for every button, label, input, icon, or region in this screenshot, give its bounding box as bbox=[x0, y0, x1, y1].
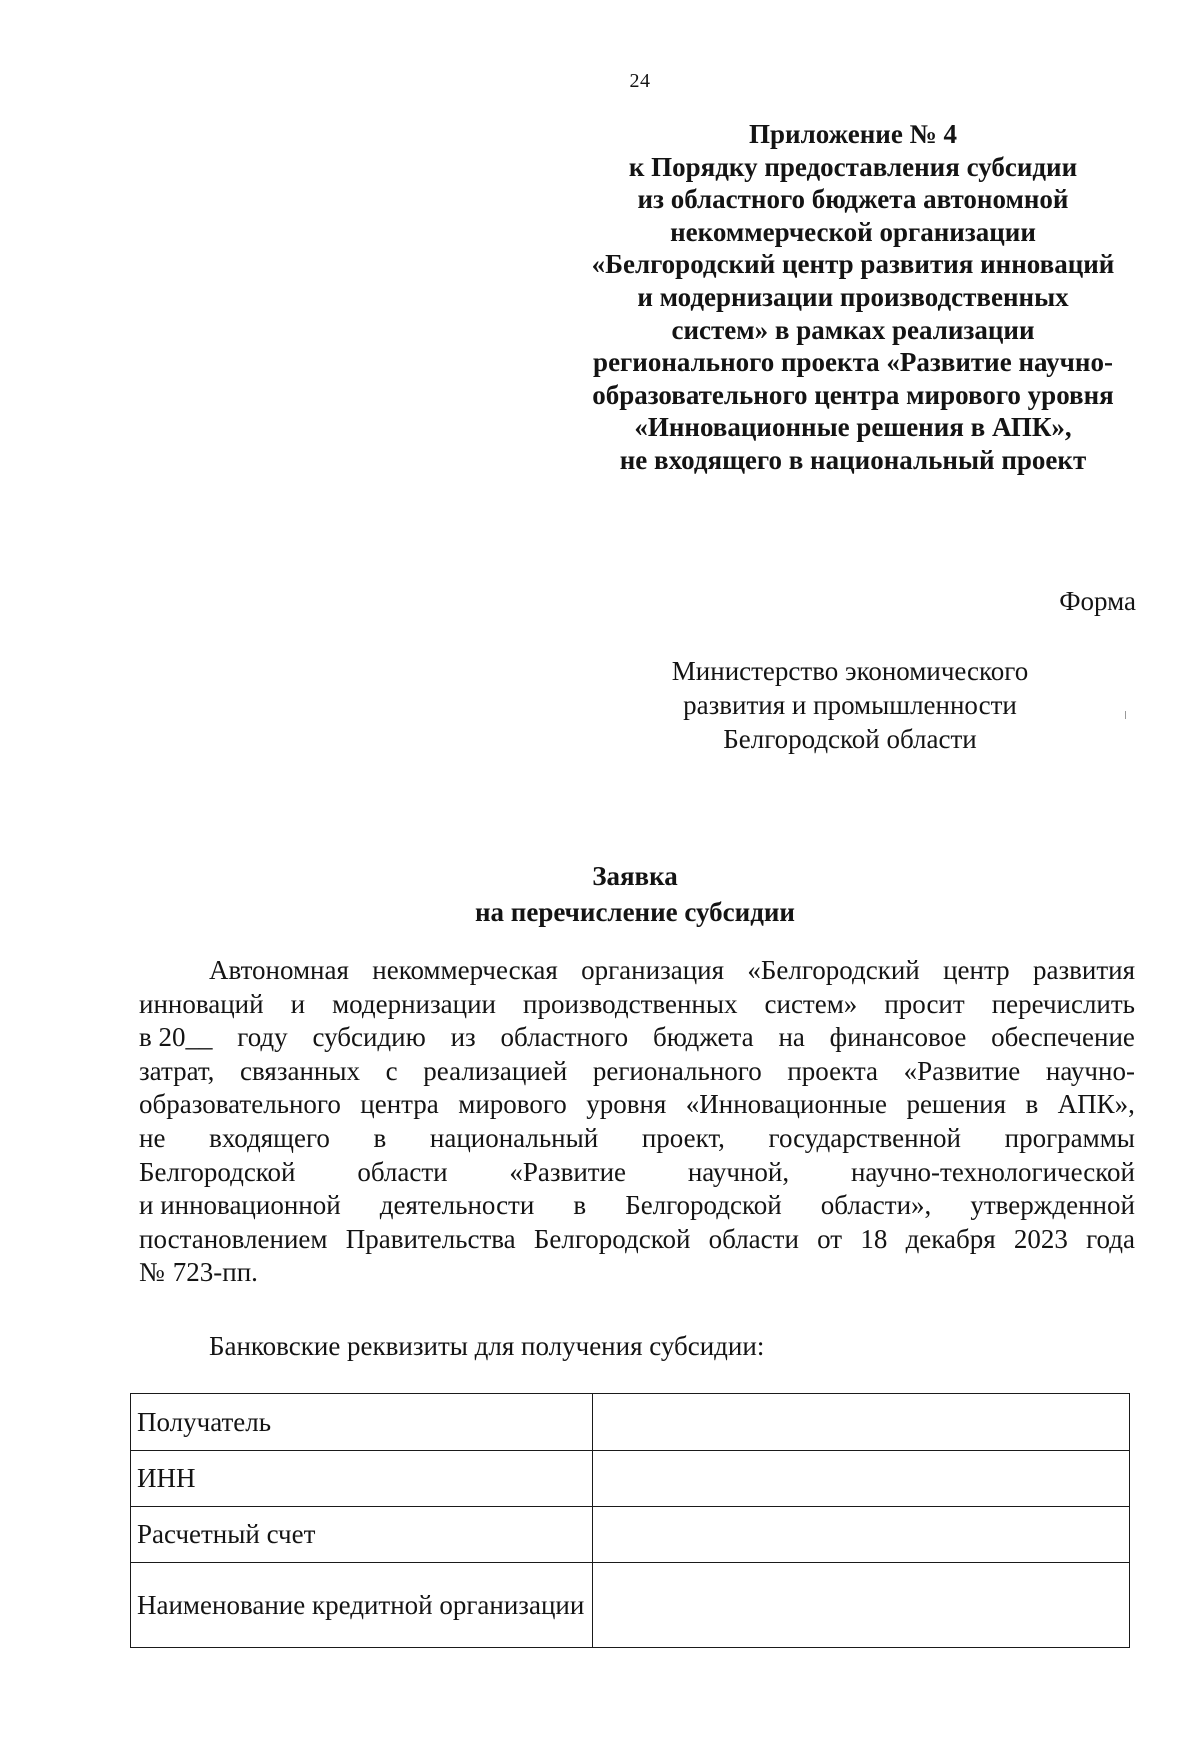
body-line bbox=[139, 1088, 1135, 1122]
body-word: перечислить bbox=[991, 988, 1135, 1019]
appendix-line: систем» в рамках реализации bbox=[671, 314, 1035, 345]
body-word: реализацией bbox=[423, 1055, 568, 1086]
bank-field-value[interactable] bbox=[593, 1563, 1130, 1648]
body-word: в 20__ bbox=[139, 1022, 213, 1053]
form-label: Форма bbox=[1059, 586, 1136, 616]
body-word: финансовое bbox=[829, 1022, 967, 1053]
body-word: утвержденной bbox=[970, 1190, 1135, 1221]
body-word: субсидию bbox=[312, 1022, 426, 1053]
body-word: центра bbox=[360, 1089, 439, 1120]
table-row bbox=[131, 1451, 1130, 1507]
body-word: связанных bbox=[240, 1055, 361, 1086]
appendix-line: Приложение № 4 bbox=[749, 119, 957, 149]
body-word: Правительства bbox=[345, 1223, 516, 1254]
body-word: № bbox=[139, 1257, 165, 1288]
body-line bbox=[139, 1256, 1135, 1290]
body-word: постановлением bbox=[139, 1223, 328, 1254]
body-line bbox=[139, 1189, 1135, 1223]
body-word: «Белгородский bbox=[747, 955, 920, 985]
appendix-line: из областного бюджета автономной bbox=[637, 184, 1069, 215]
body-word: Автономная bbox=[209, 955, 349, 985]
body-line bbox=[139, 988, 1135, 1022]
body-line bbox=[139, 1156, 1135, 1190]
body-word: Белгородской bbox=[625, 1190, 782, 1221]
body-word: в bbox=[373, 1122, 387, 1153]
body-word: модернизации bbox=[332, 988, 496, 1019]
bank-field-label: Расчетный счет bbox=[131, 1507, 593, 1563]
body-word: АПК», bbox=[1057, 1089, 1135, 1120]
appendix-line: образовательного центра мирового уровня bbox=[592, 379, 1114, 410]
body-word: проект, bbox=[641, 1122, 725, 1153]
body-word: в bbox=[1025, 1089, 1039, 1120]
body-word: научной, bbox=[687, 1156, 790, 1187]
body-word: году bbox=[237, 1022, 288, 1053]
body-word: входящего bbox=[209, 1122, 330, 1153]
ministry-addressee bbox=[620, 654, 1080, 756]
bank-field-label: Получатель bbox=[131, 1394, 593, 1451]
body-word: бюджета bbox=[652, 1022, 754, 1053]
body-word: 2023 bbox=[1013, 1223, 1068, 1254]
body-word: «Развитие bbox=[509, 1156, 627, 1187]
body-word: с bbox=[385, 1055, 398, 1086]
body-line bbox=[139, 954, 1135, 988]
body-word: производственных bbox=[523, 988, 738, 1019]
body-word: «Инновационные bbox=[685, 1089, 887, 1120]
appendix-line: регионального проекта «Развитие научно- bbox=[593, 347, 1113, 378]
body-word: государственной bbox=[768, 1122, 961, 1153]
bank-field-label: ИНН bbox=[131, 1451, 593, 1507]
body-word: 723-пп. bbox=[172, 1257, 258, 1288]
scan-mark bbox=[1125, 711, 1126, 719]
ministry-line: развития и промышленности bbox=[683, 690, 1017, 720]
body-word: области bbox=[708, 1223, 799, 1254]
body-word: научно-технологической bbox=[850, 1156, 1135, 1187]
body-line bbox=[139, 1223, 1135, 1257]
body-word: уровня bbox=[586, 1089, 667, 1120]
body-word: центр bbox=[943, 955, 1010, 985]
body-word: обеспечение bbox=[991, 1022, 1135, 1053]
appendix-line: «Белгородский центр развития инноваций bbox=[591, 249, 1115, 280]
body-word: организация bbox=[581, 955, 725, 985]
request-title-line: Заявка bbox=[592, 861, 678, 891]
body-word: декабря bbox=[905, 1223, 996, 1254]
body-word: 18 bbox=[860, 1223, 888, 1254]
appendix-line: и модернизации производственных bbox=[637, 281, 1069, 312]
body-line bbox=[139, 1055, 1135, 1089]
body-word: регионального bbox=[592, 1055, 762, 1086]
body-word: не bbox=[139, 1122, 166, 1153]
ministry-line: Министерство экономического bbox=[671, 656, 1029, 686]
request-subtitle-line: на перечисление субсидии bbox=[474, 897, 795, 927]
body-word: программы bbox=[1004, 1122, 1135, 1153]
body-word: Белгородской bbox=[533, 1223, 691, 1254]
body-word: развития bbox=[1032, 955, 1135, 985]
body-word: национальный bbox=[429, 1122, 599, 1153]
body-word: научно- bbox=[1045, 1055, 1135, 1086]
bank-field-value[interactable] bbox=[593, 1394, 1130, 1451]
request-title bbox=[0, 858, 1200, 930]
body-word: от bbox=[817, 1223, 843, 1254]
page-number: 24 bbox=[629, 70, 651, 92]
body-word: просит bbox=[884, 988, 965, 1019]
body-word: образовательного bbox=[139, 1089, 341, 1120]
body-word: мирового bbox=[458, 1089, 567, 1120]
appendix-header bbox=[558, 118, 1148, 477]
body-word: в bbox=[573, 1190, 587, 1221]
body-word: и bbox=[290, 988, 306, 1019]
table-row bbox=[131, 1507, 1130, 1563]
request-body bbox=[139, 954, 1135, 1290]
body-line bbox=[139, 1122, 1135, 1156]
body-word: деятельности bbox=[379, 1190, 535, 1221]
body-word: области», bbox=[820, 1190, 932, 1221]
bank-details-table bbox=[130, 1393, 1130, 1648]
body-word: областного bbox=[500, 1022, 629, 1053]
table-row bbox=[131, 1394, 1130, 1451]
body-word: и инновационной bbox=[139, 1190, 341, 1221]
body-word: на bbox=[778, 1022, 805, 1053]
table-row bbox=[131, 1563, 1130, 1648]
body-word: проекта bbox=[787, 1055, 878, 1086]
bank-field-label: Наименование кредитной организации bbox=[131, 1563, 593, 1648]
body-word: систем» bbox=[764, 988, 858, 1019]
body-word: инноваций bbox=[139, 988, 264, 1019]
ministry-line: Белгородской области bbox=[723, 724, 977, 754]
body-word: области bbox=[357, 1156, 448, 1187]
appendix-line: к Порядку предоставления субсидии bbox=[628, 151, 1078, 182]
appendix-line: «Инновационные решения в АПК», bbox=[634, 412, 1072, 443]
body-word: некоммерческая bbox=[372, 955, 558, 985]
body-word: затрат, bbox=[139, 1055, 215, 1086]
body-word: Белгородской bbox=[139, 1156, 296, 1187]
bank-field-value[interactable] bbox=[593, 1507, 1130, 1563]
body-word: из bbox=[450, 1022, 476, 1053]
body-word: года bbox=[1086, 1223, 1135, 1254]
bank-details-heading: Банковские реквизиты для получения субсидии: bbox=[209, 1331, 765, 1361]
body-word: решения bbox=[906, 1089, 1007, 1120]
appendix-line: некоммерческой организации bbox=[670, 216, 1036, 247]
bank-field-value[interactable] bbox=[593, 1451, 1130, 1507]
body-word: «Развитие bbox=[903, 1055, 1021, 1086]
appendix-line: не входящего в национальный проект bbox=[619, 444, 1087, 475]
body-line bbox=[139, 1021, 1135, 1055]
